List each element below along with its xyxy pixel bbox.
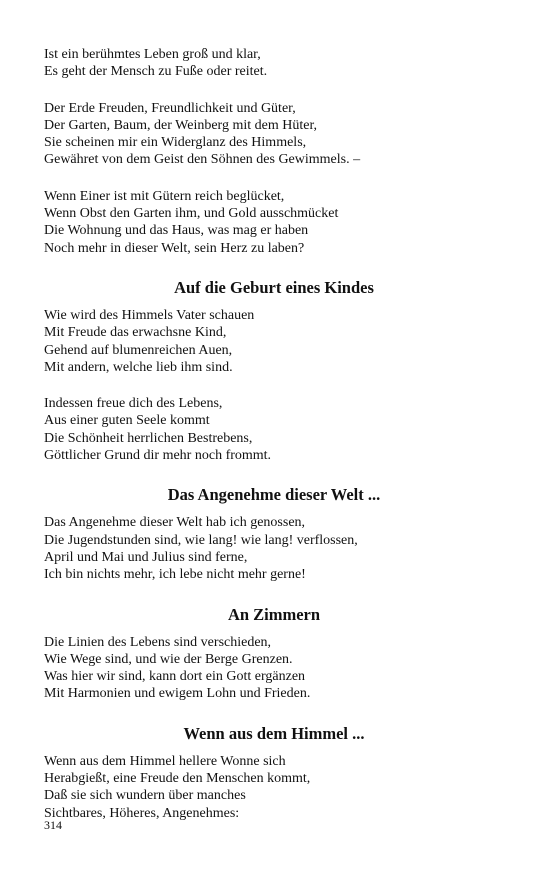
verse-line: Der Erde Freuden, Freundlichkeit und Güter, (44, 100, 296, 116)
verse-line: Ist ein berühmtes Leben groß und klar, (44, 47, 261, 62)
verse-line: Die Wohnung und das Haus, was mag er haben (44, 223, 309, 239)
verse-line: Indessen freue dich des Lebens, (44, 396, 223, 412)
poem-section (44, 605, 504, 703)
verse-line: Wie wird des Himmels Vater schauen (44, 307, 255, 323)
verse-line: Ich bin nichts mehr, ich lebe nicht mehr gerne! (44, 567, 306, 583)
stanza (44, 188, 504, 257)
poem-title: Wenn aus dem Himmel ... (183, 723, 365, 743)
verse-line: Wie Wege sind, und wie der Berge Grenzen. (44, 651, 293, 667)
verse-line: Gehend auf blumenreichen Auen, (44, 342, 233, 358)
verse-line: Sichtbares, Höheres, Angenehmes: (44, 805, 240, 821)
stanza (44, 307, 504, 376)
stanza (44, 753, 504, 822)
poem-continuation (44, 46, 504, 257)
verse-line: Mit Harmonien und ewigem Lohn und Frieden. (44, 686, 311, 702)
stanza (44, 514, 504, 583)
verse-line: Die Jugendstunden sind, wie lang! wie lang! verflossen, (44, 532, 358, 548)
verse-line: April und Mai und Julius sind ferne, (44, 549, 248, 565)
stanza (44, 46, 504, 81)
verse-line: Wenn Einer ist mit Gütern reich beglücket, (44, 188, 285, 204)
poem-section (44, 724, 504, 822)
verse-line: Die Linien des Lebens sind verschieden, (44, 634, 272, 650)
verse-line: Noch mehr in dieser Welt, sein Herz zu laben? (44, 240, 305, 256)
verse-line: Gewähret von dem Geist den Söhnen des Gewimmels. – (44, 152, 361, 168)
page-number: 314 (44, 818, 62, 832)
verse-line: Die Schönheit herrlichen Bestrebens, (44, 430, 253, 446)
verse-line: Es geht der Mensch zu Fuße oder reitet. (44, 64, 268, 80)
verse-line: Der Garten, Baum, der Weinberg mit dem Hüter, (44, 117, 318, 133)
verse-line: Mit Freude das erwachsne Kind, (44, 325, 227, 341)
verse-line: Herabgießt, eine Freude den Menschen kommt, (44, 771, 311, 787)
poem-title: An Zimmern (227, 604, 321, 624)
verse-line: Wenn aus dem Himmel hellere Wonne sich (44, 753, 286, 769)
poem-title: Das Angenehme dieser Welt ... (167, 485, 381, 505)
stanza (44, 100, 504, 169)
poem-section (44, 485, 504, 583)
verse-line: Wenn Obst den Garten ihm, und Gold ausschmücket (44, 206, 339, 222)
verse-line: Aus einer guten Seele kommt (44, 413, 210, 429)
verse-line: Göttlicher Grund dir mehr noch frommt. (44, 448, 272, 464)
stanza (44, 395, 504, 464)
verse-line: Daß sie sich wundern über manches (44, 788, 246, 804)
verse-line: Was hier wir sind, kann dort ein Gott ergänzen (44, 669, 306, 685)
poem-title: Auf die Geburt eines Kindes (174, 277, 374, 297)
stanza (44, 634, 504, 703)
book-page (44, 46, 504, 822)
verse-line: Mit andern, welche lieb ihm sind. (44, 359, 233, 375)
verse-line: Das Angenehme dieser Welt hab ich genossen, (44, 515, 306, 531)
poem-section (44, 278, 504, 464)
verse-line: Sie scheinen mir ein Widerglanz des Himmels, (44, 135, 307, 151)
